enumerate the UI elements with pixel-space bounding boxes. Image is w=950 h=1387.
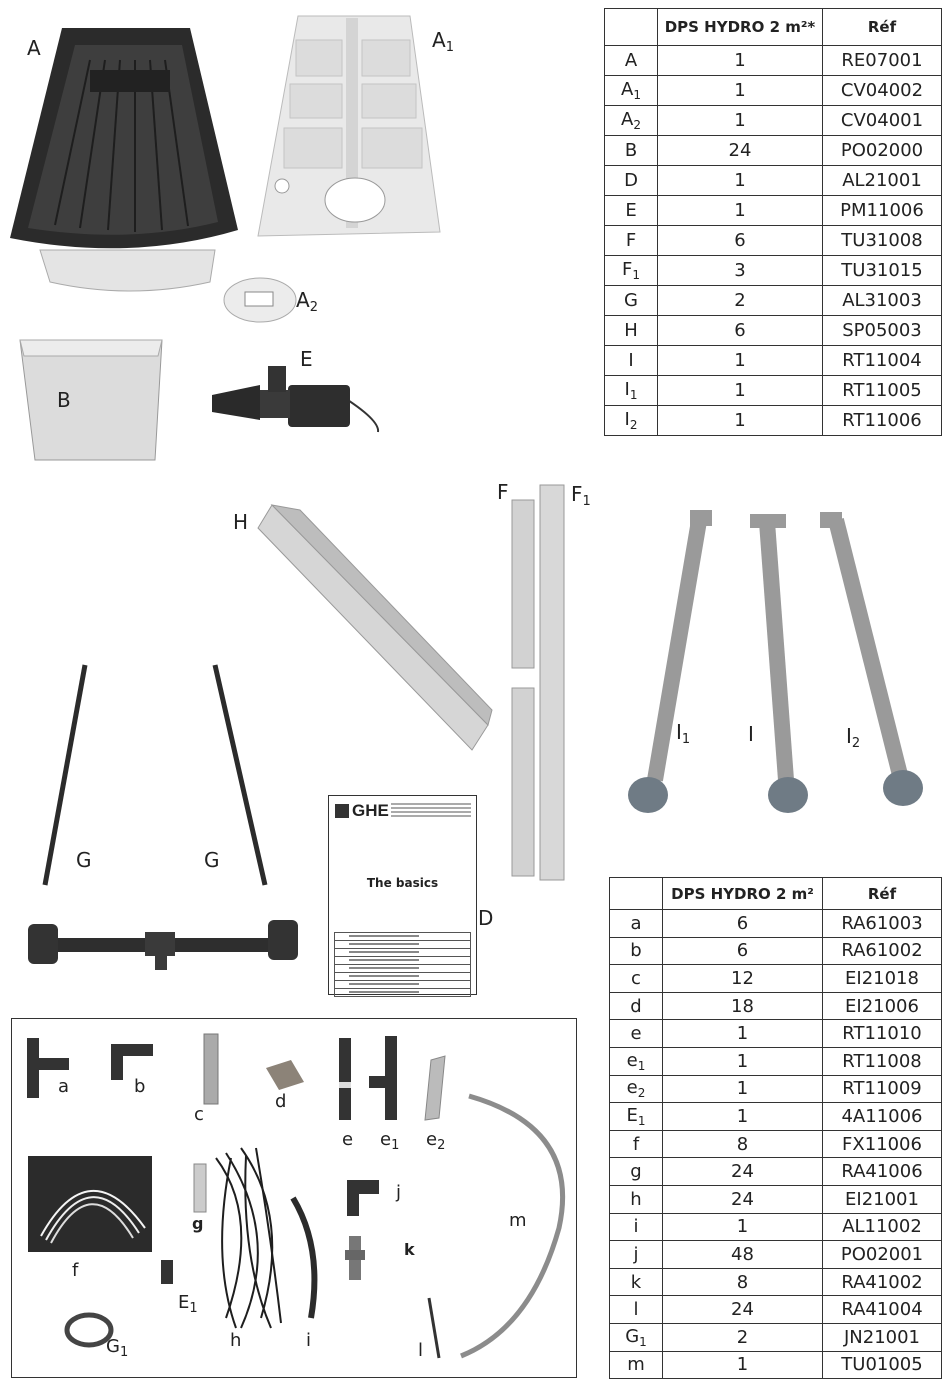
label-e-small: e xyxy=(342,1129,354,1150)
ref-cell: TU31008 xyxy=(823,226,942,256)
parts-table-accessories-body xyxy=(610,910,942,1379)
table-row xyxy=(605,316,942,346)
parts-table-main-body xyxy=(605,46,942,436)
table-row xyxy=(610,937,942,965)
quantity-cell: 24 xyxy=(663,1185,823,1213)
ref-cell: RT11005 xyxy=(823,376,942,406)
ref-cell: JN21001 xyxy=(823,1323,942,1351)
item-cell: F xyxy=(605,226,658,256)
quantity-cell: 1 xyxy=(663,1103,823,1131)
table-header-row xyxy=(605,9,942,46)
table-header-ref: Réf xyxy=(823,878,942,910)
quantity-cell: 6 xyxy=(663,937,823,965)
drip-line-g-right xyxy=(215,665,265,885)
table-row xyxy=(605,346,942,376)
quantity-cell: 1 xyxy=(658,376,823,406)
elbow-j-image xyxy=(347,1180,379,1216)
label-e1: $e_1$ xyxy=(380,1129,400,1153)
table-row xyxy=(605,226,942,256)
pipe-i-image xyxy=(750,514,808,813)
oring-g1-image xyxy=(67,1315,111,1345)
label-i2: $I_2$ xyxy=(846,724,861,751)
item-cell: h xyxy=(610,1185,663,1213)
angle-bar-h-image-main xyxy=(258,505,492,750)
table-row xyxy=(610,1268,942,1296)
quantity-cell: 24 xyxy=(663,1296,823,1324)
item-cell: $e_1$ xyxy=(610,1047,663,1075)
table-row xyxy=(605,76,942,106)
label-b: B xyxy=(57,388,71,412)
quantity-cell: 1 xyxy=(663,1075,823,1103)
ref-cell: 4A11006 xyxy=(823,1103,942,1131)
pipe-e-image xyxy=(339,1038,351,1120)
quantity-cell: 1 xyxy=(663,1020,823,1048)
quantity-cell: 1 xyxy=(658,46,823,76)
item-cell: A xyxy=(605,46,658,76)
label-d: D xyxy=(478,906,494,930)
label-f-small: f xyxy=(72,1260,79,1281)
ref-cell: RT11008 xyxy=(823,1047,942,1075)
label-f: F xyxy=(497,480,509,504)
ref-cell: RE07001 xyxy=(823,46,942,76)
quantity-cell: 3 xyxy=(658,256,823,286)
item-cell: k xyxy=(610,1268,663,1296)
quantity-cell: 2 xyxy=(663,1323,823,1351)
table-header-item xyxy=(605,9,658,46)
table-row xyxy=(605,406,942,436)
table-row xyxy=(610,1241,942,1269)
quantity-cell: 1 xyxy=(663,1351,823,1379)
table-row xyxy=(610,910,942,938)
table-row xyxy=(610,965,942,993)
table-row xyxy=(605,106,942,136)
item-cell: l xyxy=(610,1296,663,1324)
label-h-small: h xyxy=(230,1330,242,1351)
label-i-small: i xyxy=(306,1330,312,1351)
quantity-cell: 1 xyxy=(658,346,823,376)
tray-a-image xyxy=(10,28,238,291)
quantity-cell: 2 xyxy=(658,286,823,316)
item-cell: D xyxy=(605,166,658,196)
table-row xyxy=(610,1185,942,1213)
item-cell: f xyxy=(610,1130,663,1158)
base-a1-image xyxy=(258,16,440,236)
item-cell: $A_1$ xyxy=(605,76,658,106)
ref-cell: RT11009 xyxy=(823,1075,942,1103)
label-d-small: d xyxy=(275,1091,287,1112)
table-row xyxy=(610,992,942,1020)
main-parts-illustration xyxy=(0,0,600,470)
item-cell: b xyxy=(610,937,663,965)
table-row xyxy=(610,1158,942,1186)
item-cell: H xyxy=(605,316,658,346)
quantity-cell: 1 xyxy=(658,166,823,196)
pot-b-image xyxy=(20,340,162,460)
item-cell: i xyxy=(610,1213,663,1241)
spike-l-image xyxy=(429,1298,439,1358)
ref-cell: TU31015 xyxy=(823,256,942,286)
item-cell: I xyxy=(605,346,658,376)
profile-f-image xyxy=(512,500,534,876)
manifold-image xyxy=(20,910,310,980)
accessories-illustration xyxy=(11,1018,577,1378)
label-j: j xyxy=(396,1182,402,1203)
ref-cell: PO02001 xyxy=(823,1241,942,1269)
table-row xyxy=(610,1213,942,1241)
label-a1: $A_1$ xyxy=(432,28,454,55)
ref-cell: AL11002 xyxy=(823,1213,942,1241)
ref-cell: AL31003 xyxy=(823,286,942,316)
item-cell: G xyxy=(605,286,658,316)
table-row xyxy=(610,1351,942,1379)
table-row xyxy=(605,46,942,76)
table-row xyxy=(610,1020,942,1048)
quantity-cell: 48 xyxy=(663,1241,823,1269)
table-row xyxy=(610,1323,942,1351)
label-g1: $G_1$ xyxy=(106,1336,129,1360)
item-cell: e xyxy=(610,1020,663,1048)
item-cell: c xyxy=(610,965,663,993)
connector-e1-image xyxy=(161,1260,173,1284)
pad-d-image xyxy=(266,1060,304,1090)
label-f1: $F_1$ xyxy=(571,482,591,509)
ref-cell: RT11004 xyxy=(823,346,942,376)
table-row xyxy=(610,1130,942,1158)
item-cell: $E_1$ xyxy=(610,1103,663,1131)
manual-address-lines xyxy=(391,803,471,819)
label-e2: $e_2$ xyxy=(426,1129,446,1153)
label-e: E xyxy=(300,347,313,371)
table-row xyxy=(610,1103,942,1131)
table-header-quantity: DPS HYDRO 2 m² xyxy=(663,878,823,910)
label-l: l xyxy=(418,1340,424,1361)
table-row xyxy=(605,166,942,196)
item-cell: E xyxy=(605,196,658,226)
item-cell: $e_2$ xyxy=(610,1075,663,1103)
quantity-cell: 8 xyxy=(663,1268,823,1296)
ref-cell: RA41004 xyxy=(823,1296,942,1324)
pump-e-image xyxy=(212,366,378,432)
quantity-cell: 12 xyxy=(663,965,823,993)
pipe-i1-image xyxy=(628,510,712,813)
quantity-cell: 6 xyxy=(663,910,823,938)
table-header-ref: Réf xyxy=(823,9,942,46)
tube-i-image xyxy=(293,1198,314,1318)
profile-f1-image xyxy=(540,485,564,880)
manual-title: The basics xyxy=(366,876,439,890)
item-cell: g xyxy=(610,1158,663,1186)
ref-cell: CV04001 xyxy=(823,106,942,136)
item-cell: $A_2$ xyxy=(605,106,658,136)
item-cell: $F_1$ xyxy=(605,256,658,286)
ref-cell: RA61003 xyxy=(823,910,942,938)
ref-cell: EI21001 xyxy=(823,1185,942,1213)
label-m: m xyxy=(509,1210,527,1231)
label-g-left: G xyxy=(76,848,92,872)
ref-cell: EI21006 xyxy=(823,992,942,1020)
label-g-right: G xyxy=(204,848,220,872)
table-row xyxy=(605,196,942,226)
quantity-cell: 24 xyxy=(663,1158,823,1186)
quantity-cell: 1 xyxy=(663,1213,823,1241)
item-cell: d xyxy=(610,992,663,1020)
table-row xyxy=(605,286,942,316)
label-a2: $A_2$ xyxy=(296,288,318,315)
pipe-e1-image xyxy=(369,1036,397,1120)
nozzle-g-image xyxy=(194,1164,206,1212)
ties-f-image xyxy=(28,1156,152,1252)
label-a-small: a xyxy=(58,1076,70,1097)
manual-brand: GHE xyxy=(352,801,389,820)
parts-table-main xyxy=(604,8,942,436)
item-cell: j xyxy=(610,1241,663,1269)
ref-cell: PO02000 xyxy=(823,136,942,166)
brand-logo xyxy=(335,804,349,818)
item-cell: $G_1$ xyxy=(610,1323,663,1351)
quantity-cell: 24 xyxy=(658,136,823,166)
table-row xyxy=(605,256,942,286)
table-row xyxy=(605,136,942,166)
ref-cell: RA61002 xyxy=(823,937,942,965)
quantity-cell: 8 xyxy=(663,1130,823,1158)
quantity-cell: 6 xyxy=(658,316,823,346)
label-i1: $I_1$ xyxy=(676,720,691,747)
quantity-cell: 1 xyxy=(663,1047,823,1075)
quantity-cell: 1 xyxy=(658,106,823,136)
label-c: c xyxy=(194,1104,204,1125)
ref-cell: RT11006 xyxy=(823,406,942,436)
adapter-k-image xyxy=(345,1236,365,1280)
pipe-e2-image xyxy=(425,1056,445,1120)
label-b-small: b xyxy=(134,1076,146,1097)
tubes-h-image xyxy=(216,1148,281,1328)
label-h: H xyxy=(233,510,249,534)
ref-cell: RA41006 xyxy=(823,1158,942,1186)
table-row xyxy=(605,376,942,406)
ref-cell: SP05003 xyxy=(823,316,942,346)
label-i: I xyxy=(748,722,754,746)
parts-table-accessories xyxy=(609,877,942,1379)
manual-d-image xyxy=(328,795,477,995)
ref-cell: RT11010 xyxy=(823,1020,942,1048)
item-cell: a xyxy=(610,910,663,938)
label-a: A xyxy=(27,36,41,60)
quantity-cell: 1 xyxy=(658,76,823,106)
table-header-quantity: DPS HYDRO 2 m²* xyxy=(658,9,823,46)
item-cell: B xyxy=(605,136,658,166)
manual-contents xyxy=(334,932,471,997)
item-cell: $I_2$ xyxy=(605,406,658,436)
cap-a2-image xyxy=(224,278,296,322)
table-row xyxy=(610,1296,942,1324)
ref-cell: AL21001 xyxy=(823,166,942,196)
table-row xyxy=(610,1075,942,1103)
quantity-cell: 6 xyxy=(658,226,823,256)
ref-cell: FX11006 xyxy=(823,1130,942,1158)
item-cell: m xyxy=(610,1351,663,1379)
ref-cell: EI21018 xyxy=(823,965,942,993)
stake-c-image xyxy=(204,1034,218,1104)
table-row xyxy=(610,1047,942,1075)
quantity-cell: 18 xyxy=(663,992,823,1020)
elbow-b-image xyxy=(111,1044,153,1080)
quantity-cell: 1 xyxy=(658,196,823,226)
label-k: k xyxy=(404,1240,415,1259)
ref-cell: PM11006 xyxy=(823,196,942,226)
label-e1-capital: $E_1$ xyxy=(178,1292,198,1316)
quantity-cell: 1 xyxy=(658,406,823,436)
ref-cell: RA41002 xyxy=(823,1268,942,1296)
item-cell: $I_1$ xyxy=(605,376,658,406)
ref-cell: CV04002 xyxy=(823,76,942,106)
label-g-small: g xyxy=(192,1214,204,1233)
ref-cell: TU01005 xyxy=(823,1351,942,1379)
pipe-i2-image xyxy=(820,512,923,806)
